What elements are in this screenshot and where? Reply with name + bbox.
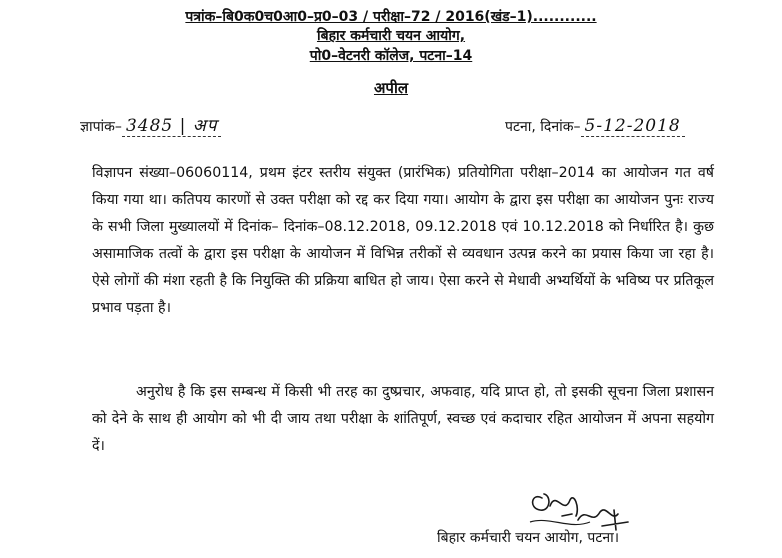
reference-number: पत्रांक–बि0क0च0आ0–प्र0–03 / परीक्षा–72 / 2016(खंड–1)............	[185, 9, 597, 25]
organization-address: पो0–वेटनरी कॉलेज, पटना–14	[309, 48, 473, 64]
date-line	[505, 116, 685, 137]
date-label: पटना, दिनांक–	[505, 119, 581, 135]
handwritten-signature	[520, 486, 640, 534]
memo-label: ज्ञापांक–	[80, 119, 122, 135]
memo-value: 3485 | अप	[122, 116, 221, 137]
signature-scribble-icon	[520, 486, 640, 534]
date-value: 5-12-2018	[581, 116, 685, 137]
memo-number	[80, 116, 221, 137]
paragraph-2	[92, 379, 714, 460]
organization-name: बिहार कर्मचारी चयन आयोग,	[316, 28, 466, 44]
paragraph-2-text: अनुरोध है कि इस सम्बन्ध में किसी भी तरह का दुष्प्रचार, अफवाह, यदि प्राप्त हो, तो इसकी सूचना जिला प्रशासन को देने के साथ ही आयोग को भी दी जाय तथा परीक्षा के शांतिपूर्ण, स्वच्छ एवं कदाचार रहित आयोजन में अपना सहयोग दें।	[92, 384, 714, 454]
paragraph-1	[92, 160, 714, 322]
signatory-designation: बिहार कर्मचारी चयन आयोग, पटना।	[437, 530, 620, 546]
paragraph-1-text: विज्ञापन संख्या–06060114, प्रथम इंटर स्तरीय संयुक्त (प्रारंभिक) प्रतियोगिता परीक्षा–2014 का आयोजन गत वर्ष किया गया था। कतिपय कारणों से उक्त परीक्षा को रद्द कर दिया गया। आयोग के द्वारा इस परीक्षा का आयोजन पुनः राज्य के सभी जिला मुख्यालयों में दिनांक– दिनांक–08.12.2018, 09.12.2018 एवं 10.12.2018 को निर्धारित है। कुछ असामाजिक तत्वों के द्वारा इस परीक्षा के आयोजन में विभिन्न तरीकों से व्यवधान उत्पन्न करने का प्रयास किया जा रहा है। ऐसे लोगों की मंशा रहती है कि नियुक्ति की प्रक्रिया बाधित हो जाय। ऐसा करने से मेधावी अभ्यर्थियों के भविष्य पर प्रतिकूल प्रभाव पड़ता है।	[92, 165, 714, 316]
page-title: अपील	[373, 79, 409, 97]
